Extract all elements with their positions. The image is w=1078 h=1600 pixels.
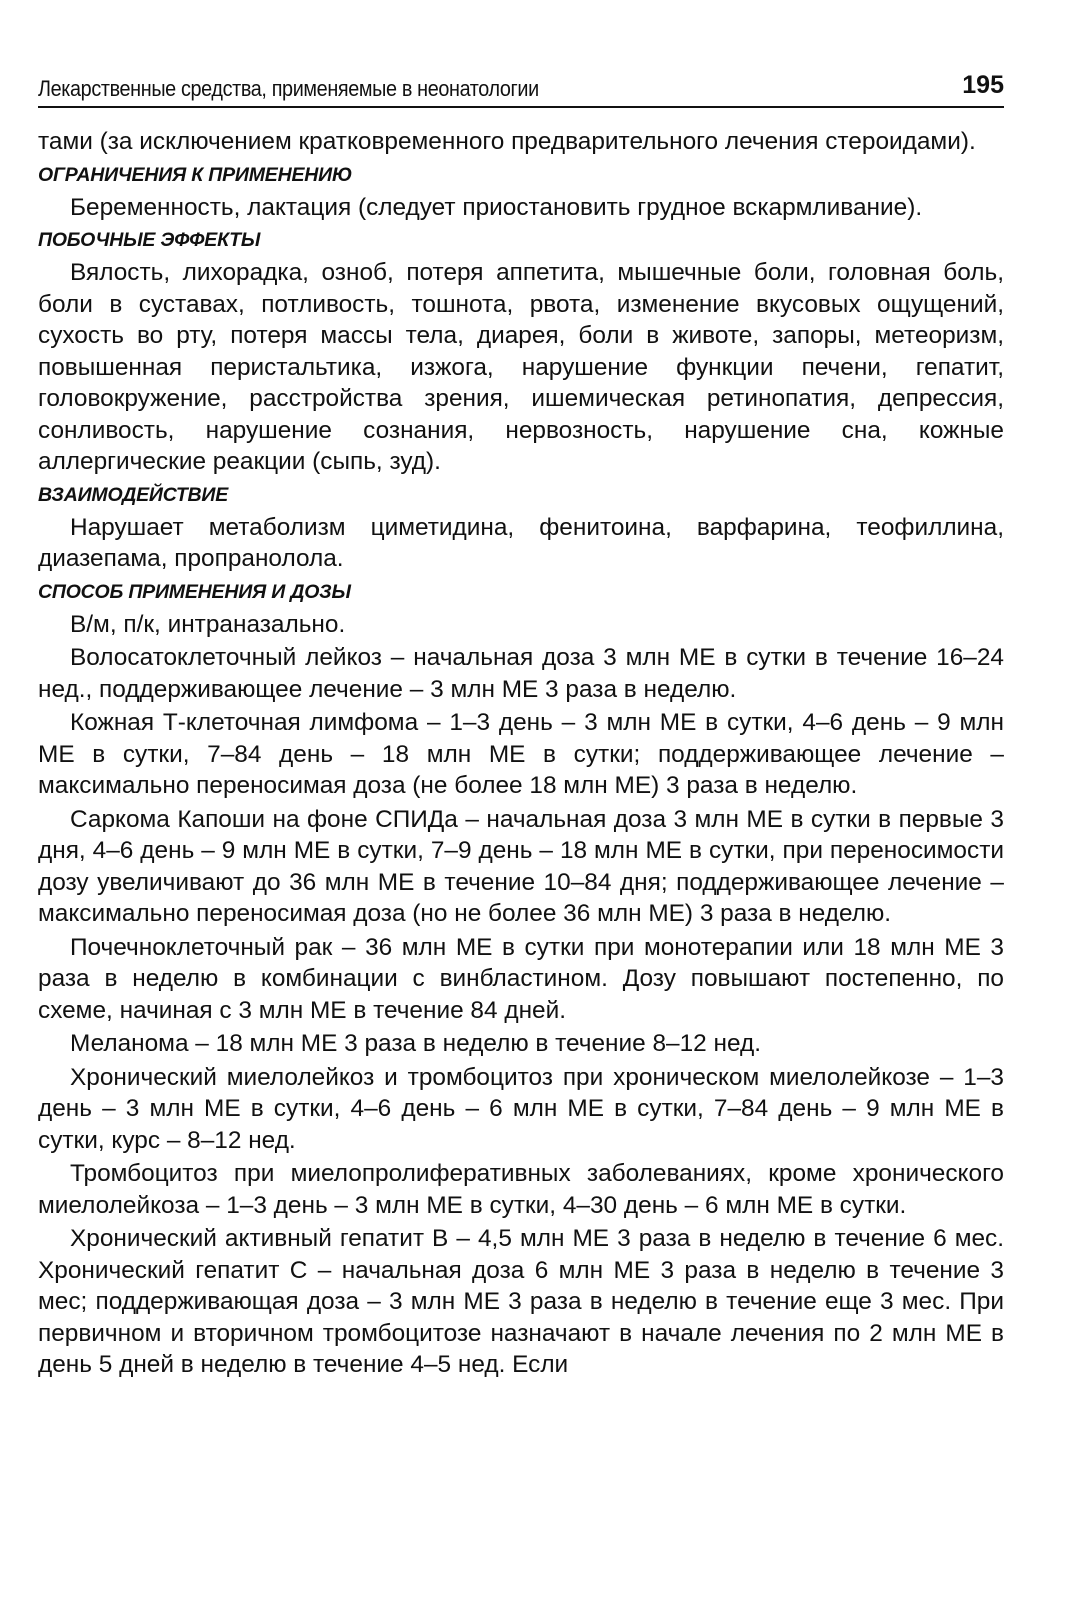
paragraph-dosage-hepatitis: Хронический активный гепатит В – 4,5 млн МЕ 3 раза в неделю в течение 6 мес. Хронический гепатит С – начальная доза 6 млн МЕ 3 раза в неделю в течение 3 мес; поддерживающая доза – 3 млн МЕ 3 раза в неделю в течение еще 3 мес. При первичном и вторичном тромбоцитозе назначают в начале лечения по 2 млн МЕ в день 5 дней в неделю в течение 4–5 нед. Если: [38, 1225, 1004, 1378]
paragraph-dosage-melanoma: Меланома – 18 млн МЕ 3 раза в неделю в течение 8–12 нед.: [70, 1030, 762, 1057]
page-header: [38, 62, 1004, 108]
paragraph-dosage-hairy-cell: Волосатоклеточный лейкоз – начальная доза 3 млн МЕ в сутки в течение 16–24 нед., поддерживающее лечение – 3 млн МЕ 3 раза в неделю.: [38, 644, 1004, 703]
paragraph-side-effects: Вялость, лихорадка, озноб, потеря аппетита, мышечные боли, головная боль, боли в суставах, потливость, тошнота, рвота, изменение вкусовых ощущений, сухость во рту, потеря массы тела, диарея, боли в животе, запоры, метеоризм, повышенная перистальтика, изжога, нарушение функции печени, гепатит, головокружение, расстройства зрения, ишемическая ретинопатия, депрессия, сонливость, нарушение сознания, нервозность, нарушение сна, кожные аллергические реакции (сыпь, зуд).: [38, 259, 1004, 475]
page-body: [38, 126, 1004, 1381]
paragraph-interaction: Нарушает метаболизм циметидина, фенитоина, варфарина, теофиллина, диазепама, пропранолола.: [38, 513, 1004, 572]
paragraph-dosage-cml: Хронический миелолейкоз и тромбоцитоз при хроническом миелолейкозе – 1–3 день – 3 млн МЕ в сутки, 4–6 день – 6 млн МЕ в сутки, 7–84 день – 9 млн МЕ в сутки, курс – 8–12 нед.: [38, 1063, 1004, 1154]
paragraph-dosage-kaposi: Саркома Капоши на фоне СПИДа – начальная доза 3 млн МЕ в сутки в первые 3 дня, 4–6 день – 9 млн МЕ в сутки, 7–9 день – 18 млн МЕ в сутки, при переносимости дозу увеличивают до 36 млн МЕ в течение 10–84 дня; поддерживающее лечение – максимально переносимая доза (но не более 36 млн МЕ) 3 раза в неделю.: [38, 805, 1004, 927]
intro-paragraph: тами (за исключением кратковременного предварительного лечения стероидами).: [38, 128, 976, 155]
paragraph-dosage-thrombocytosis: Тромбоцитоз при миелопролиферативных заболеваниях, кроме хронического миелолейкоза – 1–3 день – 3 млн МЕ в сутки, 4–30 день – 6 млн МЕ в сутки.: [38, 1160, 1004, 1219]
paragraph-dosage-renal: Почечноклеточный рак – 36 млн МЕ в сутки при монотерапии или 18 млн МЕ 3 раза в неделю в комбинации с винбластином. Дозу повышают постепенно, по схеме, начиная с 3 млн МЕ в течение 84 дней.: [38, 933, 1004, 1024]
paragraph-dosage-lymphoma: Кожная Т-клеточная лимфома – 1–3 день – 3 млн МЕ в сутки, 4–6 день – 9 млн МЕ в сутки, 7–84 день – 18 млн МЕ в сутки; поддерживающее лечение – максимально переносимая доза (не более 18 млн МЕ) 3 раза в неделю.: [38, 709, 1004, 799]
running-title: Лекарственные средства, применяемые в неонатологии: [38, 76, 539, 101]
paragraph-dosage-routes: В/м, п/к, интраназально.: [70, 610, 346, 638]
paragraph-restrictions: Беременность, лактация (следует приостановить грудное вскармливание).: [70, 193, 923, 221]
book-page: [38, 62, 1004, 1383]
section-heading-restrictions: ОГРАНИЧЕНИЯ К ПРИМЕНЕНИЮ: [38, 163, 353, 186]
section-heading-dosage: СПОСОБ ПРИМЕНЕНИЯ И ДОЗЫ: [38, 580, 351, 603]
section-heading-interaction: ВЗАИМОДЕЙСТВИЕ: [38, 483, 229, 506]
section-heading-side-effects: ПОБОЧНЫЕ ЭФФЕКТЫ: [38, 229, 261, 251]
page-number: 195: [962, 71, 1004, 99]
